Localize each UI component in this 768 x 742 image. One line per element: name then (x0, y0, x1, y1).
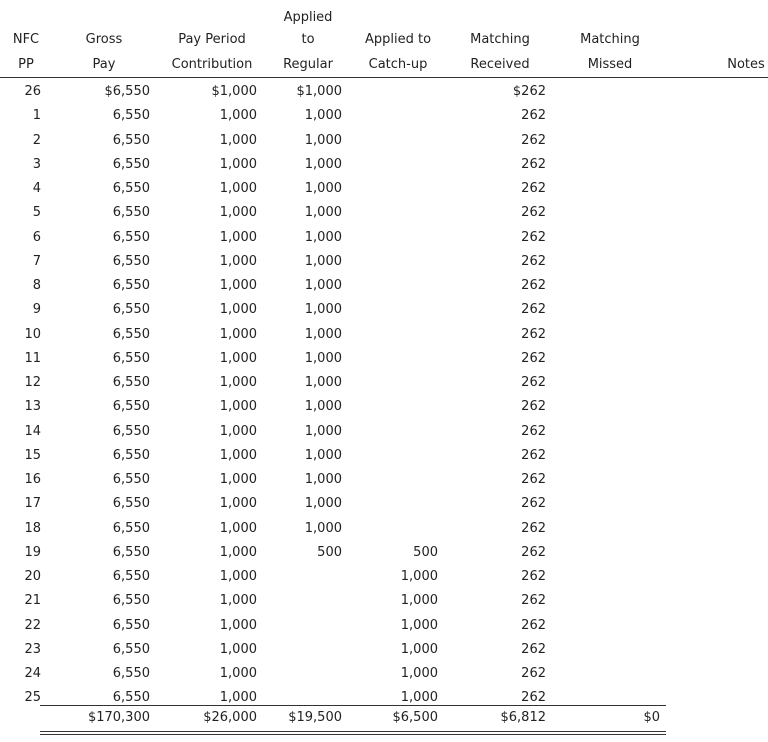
cell-regular: 1,000 (304, 278, 342, 293)
cell-received: 262 (521, 278, 546, 293)
cell-regular: 1,000 (304, 399, 342, 414)
header-pay: Pay (92, 57, 116, 72)
cell-gross: 6,550 (112, 642, 150, 657)
cell-contribution: 1,000 (219, 157, 257, 172)
header-nfc: NFC (12, 32, 40, 47)
total-gross: $170,300 (87, 710, 150, 725)
cell-regular: 1,000 (304, 327, 342, 342)
cell-gross: 6,550 (112, 448, 150, 463)
cell-regular: 1,000 (304, 302, 342, 317)
total-contribution: $26,000 (203, 710, 257, 725)
cell-pp: 11 (24, 351, 41, 366)
cell-contribution: 1,000 (219, 108, 257, 123)
cell-pp: 12 (24, 375, 41, 390)
cell-received: 262 (521, 375, 546, 390)
cell-regular: 1,000 (304, 181, 342, 196)
cell-received: 262 (521, 108, 546, 123)
cell-pp: 16 (24, 472, 41, 487)
cell-received: 262 (521, 399, 546, 414)
header-catchup: Catch-up (368, 57, 428, 72)
cell-regular: 1,000 (304, 448, 342, 463)
cell-gross: 6,550 (112, 327, 150, 342)
cell-regular: 1,000 (304, 472, 342, 487)
cell-pp: 17 (24, 496, 41, 511)
header-regular: Regular (283, 57, 333, 72)
cell-catchup: 1,000 (400, 593, 438, 608)
cell-gross: 6,550 (112, 569, 150, 584)
cell-gross: 6,550 (112, 424, 150, 439)
cell-received: 262 (521, 593, 546, 608)
cell-gross: 6,550 (112, 133, 150, 148)
cell-gross: 6,550 (112, 351, 150, 366)
header-matching-2: Matching (580, 32, 640, 47)
cell-contribution: 1,000 (219, 302, 257, 317)
cell-pp: 4 (32, 181, 41, 196)
cell-contribution: 1,000 (219, 472, 257, 487)
cell-contribution: 1,000 (219, 690, 257, 705)
cell-received: 262 (521, 302, 546, 317)
cell-regular: 1,000 (304, 375, 342, 390)
cell-contribution: 1,000 (219, 618, 257, 633)
cell-received: 262 (521, 181, 546, 196)
cell-contribution: 1,000 (219, 278, 257, 293)
totals-top-rule (40, 705, 666, 706)
cell-pp: 6 (32, 230, 41, 245)
cell-pp: 13 (24, 399, 41, 414)
cell-regular: 1,000 (304, 254, 342, 269)
cell-received: 262 (521, 545, 546, 560)
cell-contribution: 1,000 (219, 181, 257, 196)
totals-double-rule-2 (40, 734, 666, 735)
cell-gross: 6,550 (112, 545, 150, 560)
cell-received: 262 (521, 618, 546, 633)
cell-received: 262 (521, 133, 546, 148)
cell-regular: 1,000 (304, 230, 342, 245)
cell-pp: 1 (32, 108, 41, 123)
cell-received: 262 (521, 448, 546, 463)
cell-gross: 6,550 (112, 181, 150, 196)
cell-gross: 6,550 (112, 690, 150, 705)
cell-pp: 23 (24, 642, 41, 657)
cell-regular: 1,000 (304, 205, 342, 220)
header-received: Received (470, 57, 530, 72)
cell-gross: 6,550 (112, 205, 150, 220)
cell-gross: 6,550 (112, 521, 150, 536)
cell-catchup: 1,000 (400, 690, 438, 705)
total-received: $6,812 (500, 710, 546, 725)
cell-catchup: 1,000 (400, 666, 438, 681)
cell-pp: 26 (24, 84, 41, 99)
cell-received: 262 (521, 569, 546, 584)
cell-pp: 15 (24, 448, 41, 463)
cell-gross: 6,550 (112, 157, 150, 172)
cell-contribution: 1,000 (219, 399, 257, 414)
cell-regular: 1,000 (304, 424, 342, 439)
cell-contribution: 1,000 (219, 448, 257, 463)
cell-pp: 21 (24, 593, 41, 608)
cell-contribution: 1,000 (219, 375, 257, 390)
cell-pp: 18 (24, 521, 41, 536)
cell-catchup: 1,000 (400, 618, 438, 633)
cell-received: 262 (521, 254, 546, 269)
cell-regular: 1,000 (304, 351, 342, 366)
cell-received: 262 (521, 327, 546, 342)
cell-contribution: 1,000 (219, 205, 257, 220)
cell-contribution: 1,000 (219, 133, 257, 148)
cell-pp: 5 (32, 205, 41, 220)
cell-pp: 14 (24, 424, 41, 439)
cell-contribution: 1,000 (219, 666, 257, 681)
cell-contribution: 1,000 (219, 545, 257, 560)
header-applied: Applied (283, 10, 333, 25)
header-rule (0, 77, 768, 78)
cell-contribution: 1,000 (219, 254, 257, 269)
cell-gross: 6,550 (112, 375, 150, 390)
cell-contribution: 1,000 (219, 569, 257, 584)
header-contribution: Contribution (171, 57, 253, 72)
cell-received: 262 (521, 666, 546, 681)
cell-catchup: 1,000 (400, 642, 438, 657)
cell-gross: 6,550 (112, 593, 150, 608)
cell-gross: 6,550 (112, 278, 150, 293)
cell-catchup: 1,000 (400, 569, 438, 584)
cell-gross: 6,550 (112, 399, 150, 414)
cell-received: 262 (521, 472, 546, 487)
header-notes: Notes (727, 57, 765, 72)
cell-gross: 6,550 (112, 618, 150, 633)
cell-received: 262 (521, 205, 546, 220)
header-applied-to: Applied to (364, 32, 432, 47)
cell-received: 262 (521, 642, 546, 657)
cell-regular: 1,000 (304, 133, 342, 148)
cell-gross: 6,550 (112, 472, 150, 487)
cell-pp: 19 (24, 545, 41, 560)
cell-received: 262 (521, 351, 546, 366)
header-missed: Missed (587, 57, 633, 72)
cell-gross: 6,550 (112, 254, 150, 269)
cell-received: 262 (521, 690, 546, 705)
cell-gross: 6,550 (112, 302, 150, 317)
totals-double-rule-1 (40, 731, 666, 732)
cell-pp: 9 (32, 302, 41, 317)
header-matching: Matching (470, 32, 530, 47)
cell-contribution: 1,000 (219, 593, 257, 608)
cell-pp: 3 (32, 157, 41, 172)
cell-regular: 1,000 (304, 108, 342, 123)
cell-regular: 1,000 (304, 521, 342, 536)
cell-pp: 10 (24, 327, 41, 342)
header-pp: PP (18, 57, 34, 72)
cell-contribution: 1,000 (219, 642, 257, 657)
total-missed: $0 (643, 710, 660, 725)
cell-gross: 6,550 (112, 108, 150, 123)
cell-received: $262 (512, 84, 546, 99)
cell-contribution: 1,000 (219, 496, 257, 511)
cell-received: 262 (521, 424, 546, 439)
header-to: to (301, 32, 315, 47)
cell-gross: 6,550 (112, 230, 150, 245)
cell-received: 262 (521, 496, 546, 511)
cell-contribution: $1,000 (211, 84, 257, 99)
cell-received: 262 (521, 521, 546, 536)
cell-regular: 500 (317, 545, 342, 560)
cell-pp: 20 (24, 569, 41, 584)
cell-regular: $1,000 (296, 84, 342, 99)
cell-catchup: 500 (413, 545, 438, 560)
cell-pp: 25 (24, 690, 41, 705)
header-pay-period: Pay Period (178, 32, 246, 47)
cell-received: 262 (521, 230, 546, 245)
cell-pp: 7 (32, 254, 41, 269)
cell-contribution: 1,000 (219, 424, 257, 439)
cell-regular: 1,000 (304, 157, 342, 172)
cell-contribution: 1,000 (219, 521, 257, 536)
cell-contribution: 1,000 (219, 351, 257, 366)
total-regular: $19,500 (288, 710, 342, 725)
cell-gross: 6,550 (112, 666, 150, 681)
cell-contribution: 1,000 (219, 230, 257, 245)
cell-pp: 8 (32, 278, 41, 293)
cell-gross: $6,550 (104, 84, 150, 99)
total-catchup: $6,500 (392, 710, 438, 725)
cell-contribution: 1,000 (219, 327, 257, 342)
cell-regular: 1,000 (304, 496, 342, 511)
cell-pp: 24 (24, 666, 41, 681)
cell-gross: 6,550 (112, 496, 150, 511)
cell-pp: 22 (24, 618, 41, 633)
cell-received: 262 (521, 157, 546, 172)
cell-pp: 2 (32, 133, 41, 148)
header-gross: Gross (85, 32, 123, 47)
